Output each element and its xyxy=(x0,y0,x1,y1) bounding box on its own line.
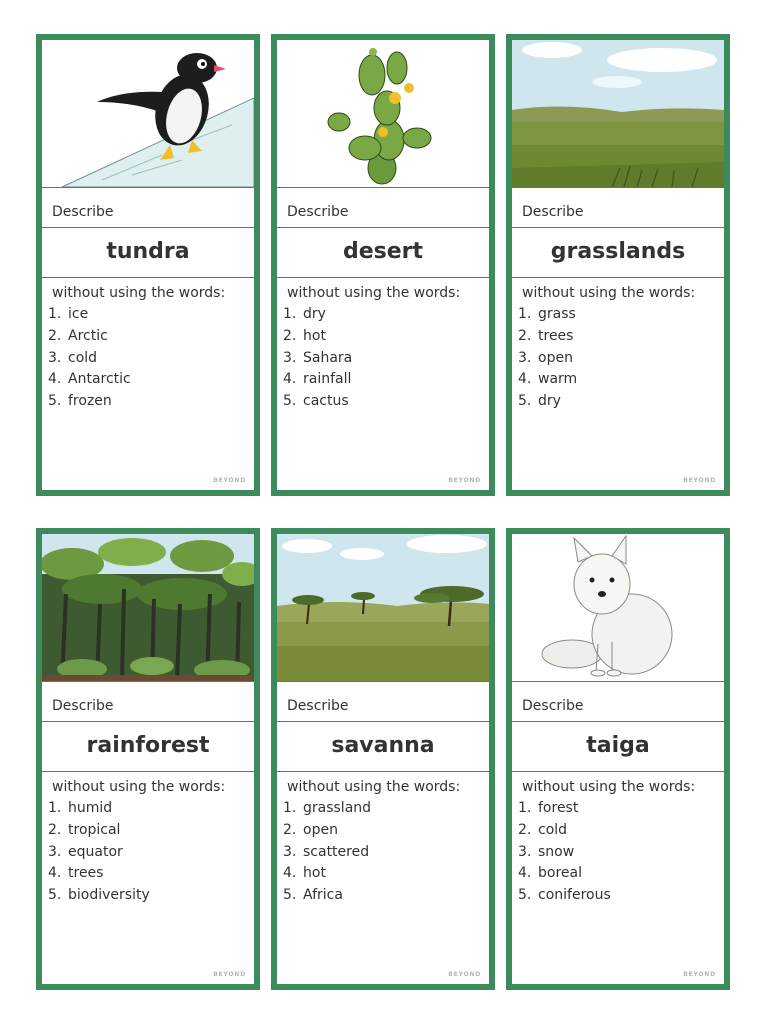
taboo-word: 5. Africa xyxy=(283,887,343,904)
term-title: rainforest xyxy=(42,722,254,772)
taboo-intro: without using the words: xyxy=(52,285,226,301)
taboo-word: 1. grass xyxy=(518,306,576,322)
arctic-fox-picture xyxy=(512,534,724,682)
taboo-intro: without using the words: xyxy=(52,779,226,795)
card-taiga xyxy=(506,528,730,990)
describe-label: Describe xyxy=(42,188,254,228)
taboo-word: 2. Arctic xyxy=(48,327,108,344)
taboo-intro: without using the words: xyxy=(287,285,461,301)
taboo-word: 5. dry xyxy=(518,393,561,410)
describe-label: Describe xyxy=(512,682,724,722)
term-title: grasslands xyxy=(512,228,724,278)
taboo-word: 5. biodiversity xyxy=(48,887,150,904)
taboo-word-list xyxy=(277,798,489,907)
brand-logo: BEYOND xyxy=(213,971,246,978)
taboo-word-list xyxy=(42,304,254,413)
describe-label: Describe xyxy=(277,188,489,228)
taboo-word: 4. Antarctic xyxy=(48,371,131,388)
describe-label: Describe xyxy=(42,682,254,722)
card-grasslands xyxy=(506,34,730,496)
taboo-intro: without using the words: xyxy=(287,779,461,795)
taboo-word: 4. warm xyxy=(518,371,578,388)
taboo-word: 2. cold xyxy=(518,821,568,838)
brand-logo: BEYOND xyxy=(683,477,716,484)
taboo-word: 3. equator xyxy=(48,843,123,860)
taboo-word: 2. hot xyxy=(283,327,326,344)
taboo-word: 4. trees xyxy=(48,865,104,882)
describe-label: Describe xyxy=(277,682,489,722)
taboo-intro: without using the words: xyxy=(522,285,696,301)
savanna-picture xyxy=(277,534,489,682)
taboo-word: 5. coniferous xyxy=(518,887,611,904)
taboo-word: 1. grassland xyxy=(283,800,372,816)
taboo-word: 3. cold xyxy=(48,349,98,366)
term-title: taiga xyxy=(512,722,724,772)
taboo-word: 3. scattered xyxy=(283,843,370,860)
taboo-word: 3. Sahara xyxy=(283,349,353,366)
term-title: desert xyxy=(277,228,489,278)
taboo-word-list xyxy=(512,304,724,413)
taboo-word: 5. cactus xyxy=(283,393,349,410)
taboo-word: 2. open xyxy=(283,821,338,838)
rainforest-picture xyxy=(42,534,254,682)
taboo-word: 1. ice xyxy=(48,306,89,322)
taboo-word: 3. open xyxy=(518,349,573,366)
brand-logo: BEYOND xyxy=(448,971,481,978)
taboo-word: 3. snow xyxy=(518,843,575,860)
penguin-on-ice-picture xyxy=(42,40,254,188)
brand-logo: BEYOND xyxy=(213,477,246,484)
term-title: tundra xyxy=(42,228,254,278)
card-rainforest xyxy=(36,528,260,990)
taboo-intro: without using the words: xyxy=(522,779,696,795)
taboo-word-list xyxy=(512,798,724,907)
card-desert xyxy=(271,34,495,496)
taboo-word: 4. rainfall xyxy=(283,371,352,388)
term-title: savanna xyxy=(277,722,489,772)
taboo-word: 1. forest xyxy=(518,800,579,816)
taboo-word: 4. hot xyxy=(283,865,326,882)
card-savanna xyxy=(271,528,495,990)
describe-label: Describe xyxy=(512,188,724,228)
grassland-picture xyxy=(512,40,724,188)
taboo-word: 2. tropical xyxy=(48,821,121,838)
brand-logo: BEYOND xyxy=(683,971,716,978)
brand-logo: BEYOND xyxy=(448,477,481,484)
taboo-word-list xyxy=(277,304,489,413)
taboo-word-list xyxy=(42,798,254,907)
taboo-word: 2. trees xyxy=(518,327,574,344)
taboo-word: 4. boreal xyxy=(518,865,582,882)
taboo-word: 1. dry xyxy=(283,306,326,322)
card-tundra xyxy=(36,34,260,496)
taboo-word: 1. humid xyxy=(48,800,113,816)
taboo-word: 5. frozen xyxy=(48,393,112,410)
cactus-picture xyxy=(277,40,489,188)
